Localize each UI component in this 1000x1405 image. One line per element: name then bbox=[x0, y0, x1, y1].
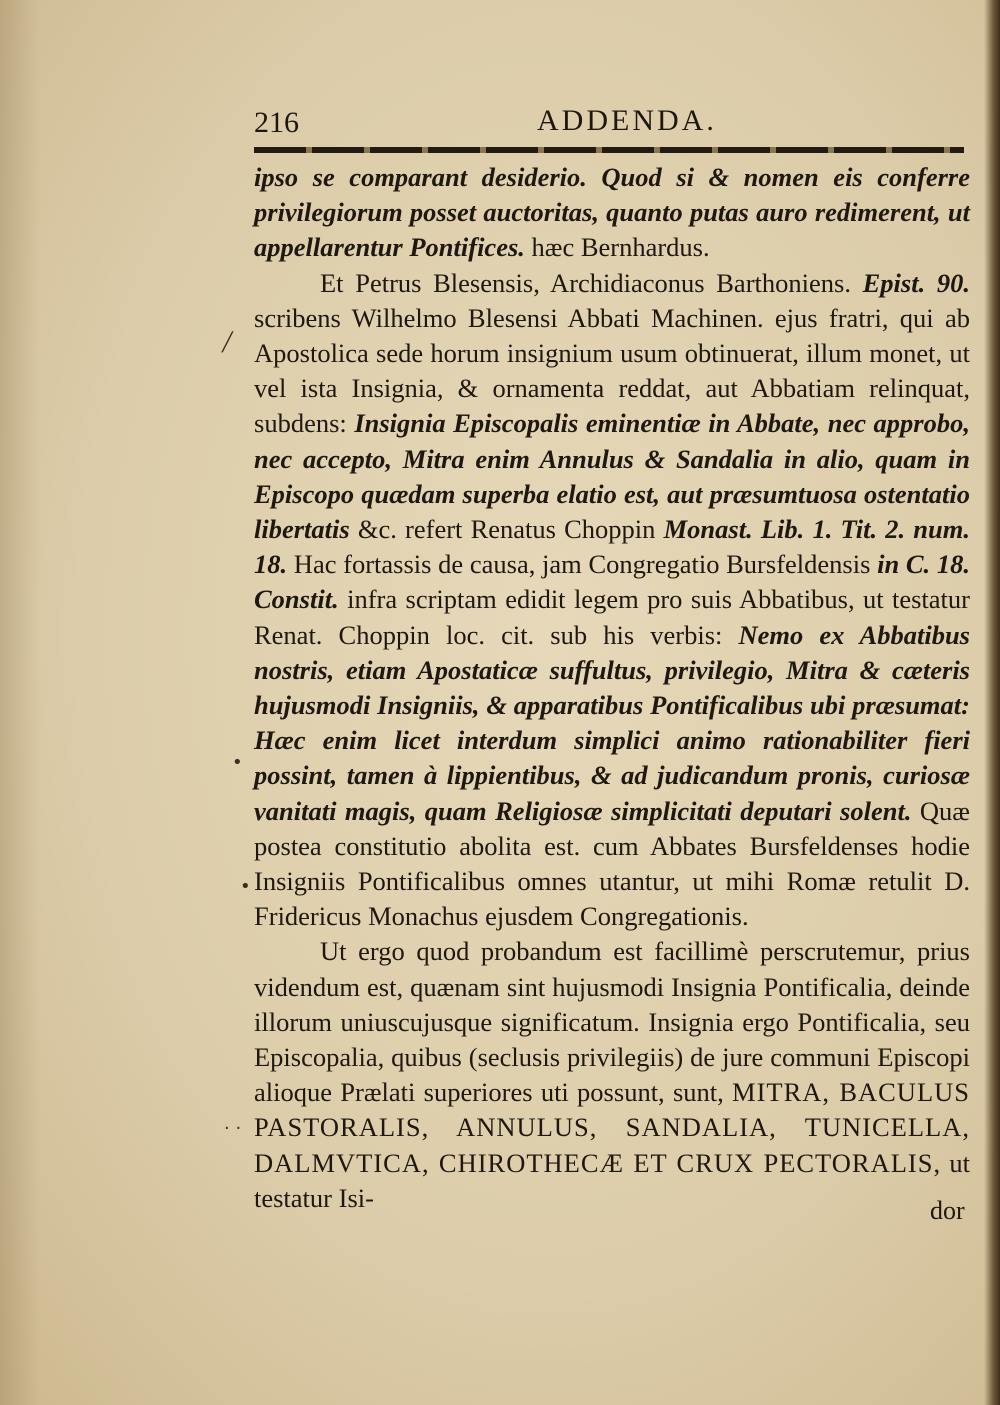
body-text bbox=[254, 160, 970, 1216]
running-title: ADDENDA. bbox=[537, 104, 717, 137]
page-binding-edge bbox=[984, 0, 1000, 1405]
margin-mark-dot: • bbox=[240, 876, 251, 897]
paragraph-3: Ut ergo quod probandum est facillimè perscrutemur, prius videndum est, quænam sint hujusmodi Insignia Pontificalia, deinde illorum uniuscujusque significatum. Insignia ergo Pontificalia, seu Episcopalia, quibus (seclusis privilegiis) de jure communi Episcopi alioque Prælati superiores uti possunt, sunt, MITRA, BACULUS PASTORALIS, ANNULUS, SANDALIA, TUNICELLA, DALMVTICA, CHIROTHECÆ ET CRUX PECTORALIS, ut testatur Isi- bbox=[254, 936, 971, 1213]
margin-mark-dots: · · bbox=[224, 1118, 242, 1139]
margin-mark-stroke: ╱ bbox=[222, 332, 233, 353]
page-number: 216 bbox=[254, 106, 299, 139]
paragraph-1: ipso se comparant desiderio. Quod si & nomen eis conferre privilegiorum posset auctoritas, quanto putas auro redimerent, ut appellarentur Pontifices. hæc Bernhardus. bbox=[254, 162, 970, 263]
page-shadow bbox=[0, 0, 40, 1405]
header-rule bbox=[254, 147, 964, 153]
margin-mark-dot: • bbox=[232, 752, 243, 773]
paragraph-2: Et Petrus Blesensis, Archidiaconus Barthoniens. Epist. 90. scribens Wilhelmo Blesensi Abbati Machinen. ejus fratri, qui ab Apostolica sede horum insignium usum obtinuerat, illum monet, ut vel ista Insignia, & ornamenta reddat, aut Abbatiam relinquat, subdens: Insignia Episcopalis eminentiæ in Abbate, nec approbo, nec accepto, Mitra enim Annulus & Sandalia in alio, quam in Episcopo quædam superba elatio est, aut præsumtuosa ostentatio libertatis &c. refert Renatus Choppin Monast. Lib. 1. Tit. 2. num. 18. Hac fortassis de causa, jam Congregatio Bursfeldensis in C. 18. Constit. infra scriptam edidit legem pro suis Abbatibus, ut testatur Renat. Choppin loc. cit. sub his verbis: Nemo ex Abbatibus nostris, etiam Apostaticæ suffultus, privilegio, Mitra & cæteris hujusmodi Insigniis, & apparatibus Pontificalibus ubi præsumat: Hæc enim licet interdum simplici animo rationabiliter fieri possint, tamen à lippientibus, & ad judicandum pronis, curiosæ vanitati magis, quam Religiosæ simplicitati deputari solent. Quæ postea constitutio abolita est. cum Abbates Bursfeldenses hodie Insigniis Pontificalibus omnes utantur, ut mihi Romæ retulit D. Fridericus Monachus ejusdem Congregationis. bbox=[254, 267, 970, 932]
page-header bbox=[254, 100, 964, 140]
catchword: dor bbox=[930, 1196, 965, 1225]
